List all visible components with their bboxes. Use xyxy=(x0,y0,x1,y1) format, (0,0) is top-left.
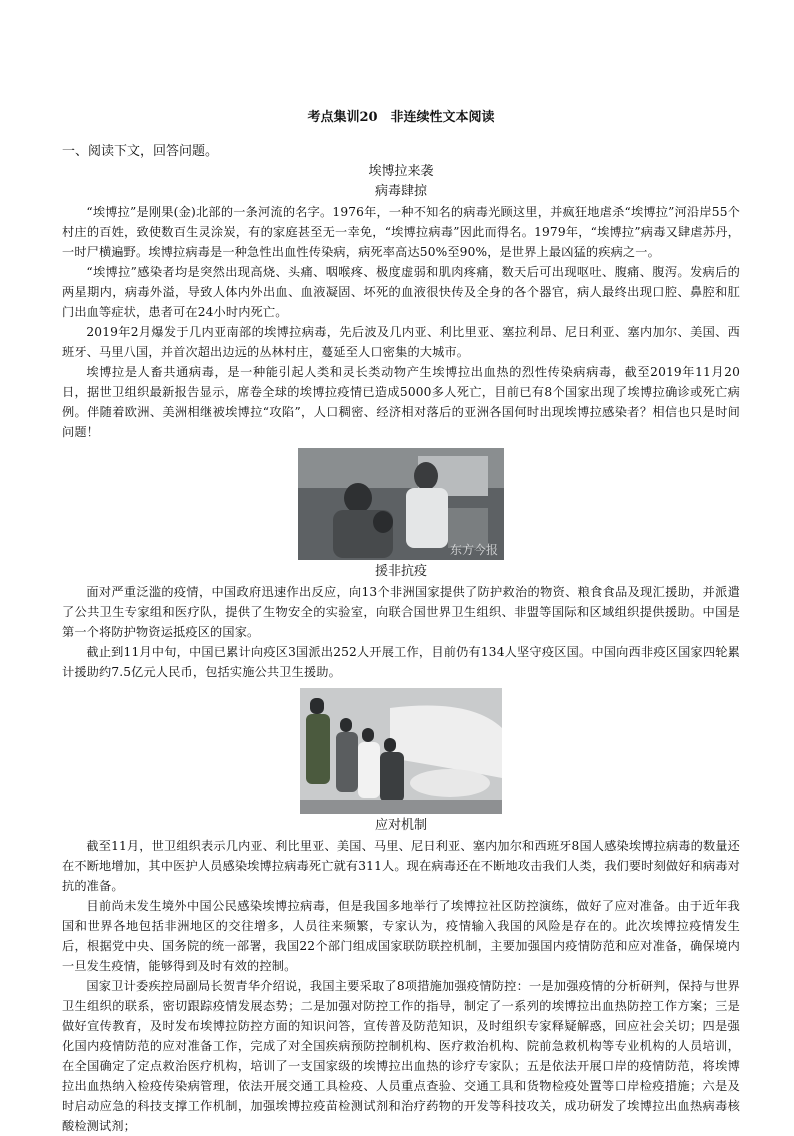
paragraph: 目前尚未发生境外中国公民感染埃博拉病毒，但是我国多地举行了埃博拉社区防控演练，做好了应对准备。由于近年我国和世界各地包括非洲地区的交往增多，人员往来频繁，专家认为，疫情输入我国的风险是存在的。此次埃博拉疫情发生后，根据党中央、国务院的统一部署，我国22个部门组成国家联防联控机制，主要加强国内疫情防范和应对准备，确保境内一旦发生疫情，能够得到及时有效的控制。 xyxy=(62,899,740,973)
photo-medical-team-boarding xyxy=(300,688,502,814)
paragraph: “埃博拉”感染者均是突然出现高烧、头痛、咽喉疼、极度虚弱和肌肉疼痛，数天后可出现呕吐、腹痛、腹泻。发病后的两星期内，病毒外溢，导致人体内外出血、血液凝固、坏死的血液很快传及全身的各个器官，病人最终出现口腔、鼻腔和肛门出血等症状，患者可在24小时内死亡。 xyxy=(62,265,740,319)
document-page xyxy=(62,108,740,1136)
article-title: 埃博拉来袭 xyxy=(368,164,434,179)
paragraph: 截止到11月中旬，中国已累计向疫区3国派出252人开展工作，目前仍有134人坚守疫区国。中国向西非疫区国家四轮累计援助约7.5亿元人民币，包括实施公共卫生援助。 xyxy=(62,645,740,679)
paragraph: 埃博拉是人畜共通病毒，是一种能引起人类和灵长类动物产生埃博拉出血热的烈性传染病病毒，截至2019年11月20日，据世卫组织最新报告显示，席卷全球的埃博拉疫情已造成5000多人死亡，目前已有8个国家出现了埃博拉确诊或死亡病例。伴随着欧洲、美洲相继被埃博拉“攻陷”，人口稠密、经济相对落后的亚洲各国何时出现埃博拉感染者？相信也只是时间问题！ xyxy=(62,365,740,439)
paragraph: 国家卫计委疾控局副局长贺青华介绍说，我国主要采取了8项措施加强疫情防控：一是加强疫情的分析研判，保持与世界卫生组织的联系，密切跟踪疫情发展态势；二是加强对防控工作的指导，制定了一系列的埃博拉出血热防控工作方案；三是做好宣传教育，及时发布埃博拉防控方面的知识问答，宣传普及防范知识，及时组织专家释疑解惑，回应社会关切；四是强化国内疫情防范的应对准备工作，完成了对全国疾病预防控制机构、医疗救治机构、院前急救机构等专业机构的人员培训，在全国确定了定点救治医疗机构，培训了一支国家级的埃博拉出血热的诊疗专家队；五是依法开展口岸的疫情防范，将埃博拉出血热纳入检疫传染病管理，依法开展交通工具检疫、人员重点查验、交通工具和货物检疫处置等口岸检疫措施；六是及时启动应急的科技支撑工作机制，加强埃博拉疫苗检测试剂和治疗药物的开发等科技攻关，成功研发了埃博拉出血热病毒核酸检测试剂； xyxy=(62,979,740,1133)
section-heading-1: 病毒肆掠 xyxy=(374,184,427,199)
question-prompt: 一、阅读下文，回答问题。 xyxy=(62,144,219,159)
paragraph: “埃博拉”是刚果(金)北部的一条河流的名字。1976年，一种不知名的病毒光顾这里，并疯狂地虐杀“埃博拉”河沿岸55个村庄的百姓，致使数百生灵涂炭，有的家庭甚至无一幸免，“埃博拉病毒”因此而得名。1979年，“埃博拉”病毒又肆虐苏丹，一时尸横遍野。埃博拉病毒是一种急性出血性传染病，病死率高达50%至90%，是世界上最凶猛的疾病之一。 xyxy=(62,205,740,259)
paragraph: 截至11月，世卫组织表示几内亚、利比里亚、美国、马里、尼日利亚、塞内加尔和西班牙8国人感染埃博拉病毒的数量还在不断地增加，其中医护人员感染埃博拉病毒死亡就有311人。现在病毒还在不断地攻击我们人类，我们要时刻做好和病毒对抗的准备。 xyxy=(62,839,740,893)
paragraph: 面对严重泛滥的疫情，中国政府迅速作出反应，向13个非洲国家提供了防护救治的物资、粮食食品及现汇援助，并派遣了公共卫生专家组和医疗队，提供了生物安全的实验室，向联合国世界卫生组织、非盟等国际和区域组织提供援助。中国是第一个将防护物资运抵疫区的国家。 xyxy=(62,585,740,639)
section-heading-3: 应对机制 xyxy=(374,818,427,833)
photo-illustration xyxy=(300,688,502,814)
section-heading-2: 援非抗疫 xyxy=(374,564,427,579)
paragraph: 2019年2月爆发于几内亚南部的埃博拉病毒，先后波及几内亚、利比里亚、塞拉利昂、尼日利亚、塞内加尔、美国、西班牙、马里八国，并首次超出边远的丛林村庄，蔓延至人口密集的大城市。 xyxy=(62,325,740,359)
document-title: 考点集训20 非连续性文本阅读 xyxy=(307,110,495,125)
photo-medical-examination xyxy=(298,448,504,560)
photo-watermark: 东方今报 xyxy=(449,543,498,557)
